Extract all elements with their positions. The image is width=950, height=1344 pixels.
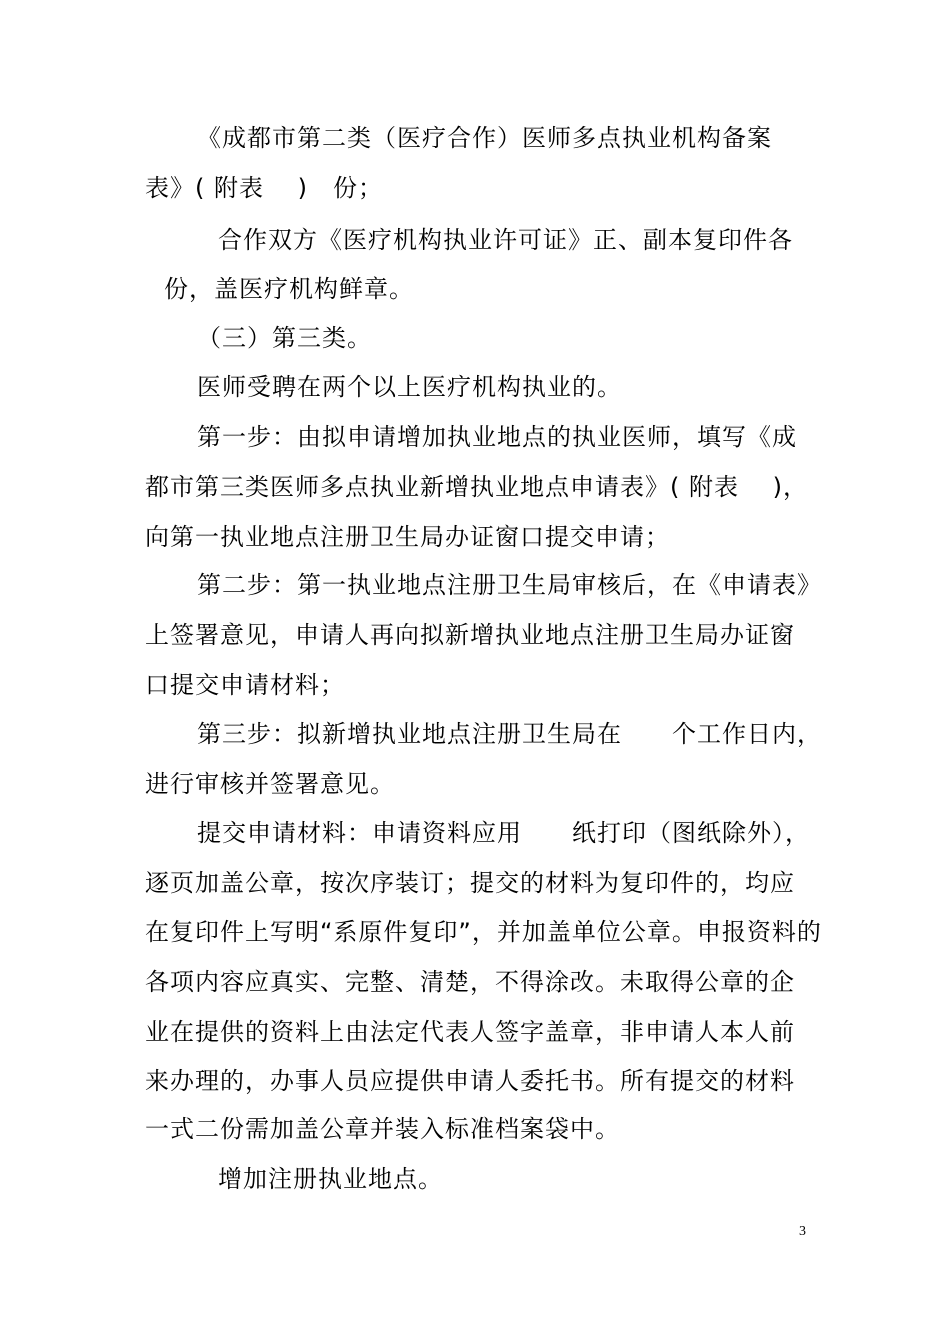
text-line: 一式二份需加盖公章并装入标准档案袋中。: [145, 1115, 620, 1143]
text-line: 第二步：第一执业地点注册卫生局审核后，在《申请表》: [197, 571, 822, 599]
text-line: 《成都市第二类（医疗合作）医师多点执业机构备案: [197, 124, 772, 152]
text-line: 各项内容应真实、完整、清楚，不得涂改。未取得公章的企: [145, 968, 795, 996]
text-line: 提交申请材料：申请资料应用 纸打印（图纸除外），: [197, 819, 810, 847]
text-line: 份，盖医疗机构鲜章。: [164, 275, 414, 303]
text-line: 增加注册执业地点。: [218, 1165, 443, 1193]
section-heading: （三）第三类。: [197, 324, 372, 352]
text-line: 进行审核并签署意见。: [145, 770, 395, 798]
text-line: 医师受聘在两个以上医疗机构执业的。: [197, 373, 622, 401]
text-line: 第三步：拟新增执业地点注册卫生局在 个工作日内，: [197, 720, 822, 748]
page-number: 3: [799, 1224, 806, 1239]
text-line: 业在提供的资料上由法定代表人签字盖章，非申请人本人前: [145, 1018, 795, 1046]
text-line: 第一步：由拟申请增加执业地点的执业医师，填写《成: [197, 423, 797, 451]
text-line: 在复印件上写明“系原件复印”，并加盖单位公章。申报资料的: [145, 918, 822, 946]
text-line: 来办理的，办事人员应提供申请人委托书。所有提交的材料: [145, 1067, 795, 1095]
text-line: 都市第三类医师多点执业新增执业地点申请表》( 附表 )，: [145, 473, 808, 501]
text-line: 合作双方《医疗机构执业许可证》正、副本复印件各: [218, 226, 793, 254]
text-line: 逐页加盖公章，按次序装订；提交的材料为复印件的，均应: [145, 869, 795, 897]
text-line: 向第一执业地点注册卫生局办证窗口提交申请；: [145, 523, 670, 551]
text-line: 表》( 附表 ) 份；: [145, 174, 383, 202]
text-line: 上签署意见，申请人再向拟新增执业地点注册卫生局办证窗: [145, 621, 795, 649]
text-line: 口提交申请材料；: [145, 671, 345, 699]
